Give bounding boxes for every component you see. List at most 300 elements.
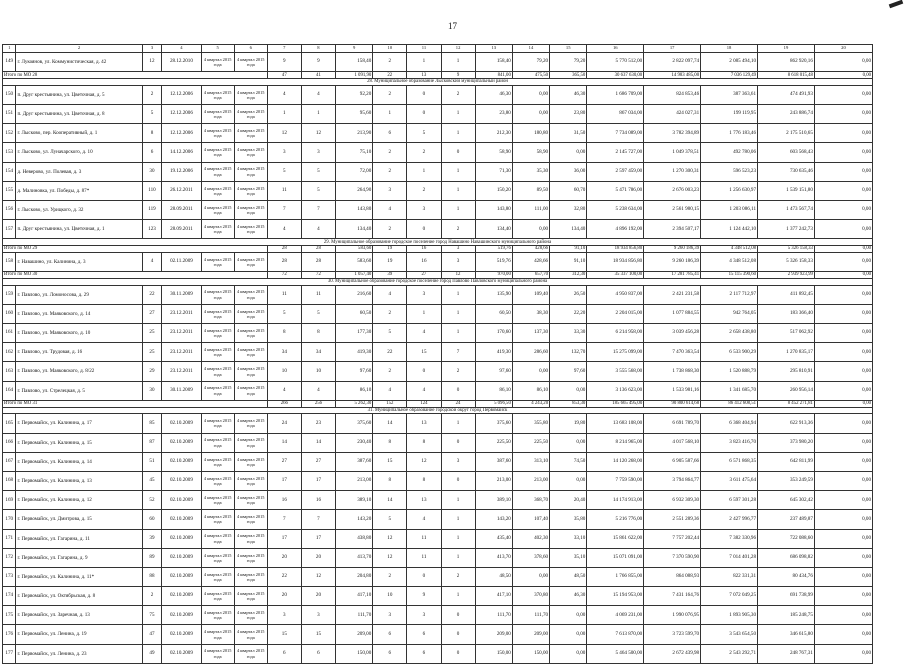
table-row [3,548,873,567]
planned-date: 4 квартал 2015 года [201,124,234,143]
cell-c10: 4 [373,285,407,304]
cell-c9: 216,60 [336,285,373,304]
cell-c17: 1 270 300,31 [644,162,701,181]
planned-date: 4 квартал 2015 года [201,143,234,162]
total-c12: 24 [441,400,475,407]
cell-c11: 0 [407,567,441,586]
cell-c11: 8 [407,471,441,490]
cell-c13: 375,60 [475,414,512,433]
cell-c11: 0 [407,104,441,123]
row-number: 166 [3,433,16,452]
cell-c7: 10 [267,362,301,381]
cell-c20: 0,00 [814,124,872,143]
total-label: Итого по МО 30 [3,272,268,279]
cell-c11: 13 [407,414,441,433]
planned-date: 4 квартал 2015 года [201,625,234,644]
planned-date: 4 квартал 2015 года [201,53,234,72]
cell-c9: 177,30 [336,324,373,343]
cell-c8: 12 [301,124,335,143]
cell-c9: 387,60 [336,452,373,471]
column-number: 19 [758,45,815,53]
cell-c12: 1 [441,510,475,529]
table-row [3,324,873,343]
cell-c13: 150,00 [475,644,512,663]
cell-c14: 111,00 [512,200,549,219]
planned-date: 4 квартал 2015 года [201,644,234,663]
cell-c7: 20 [267,548,301,567]
cell-c12: 2 [441,567,475,586]
cell-c12: 0 [441,143,475,162]
cell-c18: 3 611 475,64 [701,471,758,490]
total-c7: 28 [267,246,301,253]
row-number: 157 [3,220,16,239]
cell-c19: 686 098,82 [758,548,815,567]
cell-c19: 237 489,87 [758,510,815,529]
planned-demolition-date: 4 квартал 2015 года [234,433,267,452]
cell-c20: 0,00 [814,606,872,625]
column-number: 18 [701,45,758,53]
recognition-date: 02.10.2009 [162,529,201,548]
row-number: 160 [3,304,16,323]
recognition-date: 23.12.2011 [162,362,201,381]
cell-c13: 46,30 [475,85,512,104]
cell-c18: 492 780,06 [701,143,758,162]
cell-c11: 13 [407,491,441,510]
cell-c8: 17 [301,471,335,490]
total-c11: 27 [407,272,441,279]
cell-c18: 2 543 292,71 [701,644,758,663]
cell-c11: 4 [407,324,441,343]
cell-c19: 80 434,76 [758,567,815,586]
table-row [3,343,873,362]
cell-c9: 389,10 [336,491,373,510]
cell-c10: 3 [373,181,407,200]
cell-c8: 28 [301,252,335,271]
total-c17: 17 281 785,41 [644,272,701,279]
doc-number: 51 [142,452,162,471]
cell-c8: 3 [301,606,335,625]
cell-c7: 8 [267,324,301,343]
cell-c10: 12 [373,548,407,567]
recognition-date: 23.12.2011 [162,343,201,362]
doc-number: 30 [142,381,162,400]
recognition-date: 02.10.2009 [162,452,201,471]
table-row [3,587,873,606]
cell-c15: 74,50 [550,452,587,471]
cell-c11: 0 [407,362,441,381]
cell-c15: 0,00 [550,381,587,400]
total-c11: 13 [407,72,441,79]
planned-date: 4 квартал 2015 года [201,548,234,567]
cell-c8: 15 [301,625,335,644]
cell-c10: 22 [373,343,407,362]
cell-c20: 0,00 [814,104,872,123]
total-c13: 841,00 [475,72,512,79]
recognition-date: 12.12.2006 [162,85,201,104]
cell-c16: 6 214 958,00 [587,324,644,343]
row-number: 151 [3,104,16,123]
table-row [3,510,873,529]
total-c11: 16 [407,246,441,253]
planned-demolition-date: 4 квартал 2015 года [234,220,267,239]
doc-number: 110 [142,181,162,200]
cell-c16: 5 464 500,00 [587,644,644,663]
cell-c16: 1 766 855,00 [587,567,644,586]
cell-c20: 0,00 [814,433,872,452]
planned-demolition-date: 4 квартал 2015 года [234,85,267,104]
cell-c13: 212,30 [475,124,512,143]
row-number: 173 [3,567,16,586]
cell-c13: 134,40 [475,220,512,239]
total-c16: 185 665 495,00 [587,400,644,407]
recognition-date: 02.11.2009 [162,252,201,271]
house-address: г. Навашино, ул. Калинина, д. 3 [16,252,142,271]
cell-c16: 1 686 709,00 [587,85,644,104]
total-c13: 5 096,50 [475,400,512,407]
cell-c14: 355,80 [512,414,549,433]
row-number: 165 [3,414,16,433]
cell-c17: 7 757 202,44 [644,529,701,548]
cell-c8: 12 [301,567,335,586]
planned-date: 4 квартал 2015 года [201,491,234,510]
cell-c9: 95,60 [336,104,373,123]
total-c17: 9 260 186,39 [644,246,701,253]
cell-c17: 2 561 980,15 [644,200,701,219]
total-c19: 8 452 271,81 [758,400,815,407]
planned-date: 4 квартал 2015 года [201,162,234,181]
row-number: 150 [3,85,16,104]
row-number: 168 [3,471,16,490]
table-row [3,285,873,304]
cell-c12: 1 [441,587,475,606]
cell-c16: 7 759 590,00 [587,471,644,490]
cell-c12: 1 [441,548,475,567]
cell-c18: 1 341 685,70 [701,381,758,400]
cell-c9: 143,80 [336,200,373,219]
cell-c18: 7 014 401,28 [701,548,758,567]
cell-c7: 34 [267,343,301,362]
column-number: 7 [267,45,301,53]
planned-demolition-date: 4 квартал 2015 года [234,362,267,381]
cell-c11: 1 [407,162,441,181]
table-row [3,124,873,143]
cell-c15: 46,30 [550,587,587,606]
total-c19: 5 326 158,33 [758,246,815,253]
planned-demolition-date: 4 квартал 2015 года [234,181,267,200]
cell-c11: 16 [407,252,441,271]
doc-number: 22 [142,285,162,304]
cell-c11: 8 [407,433,441,452]
cell-c16: 5 770 512,00 [587,53,644,72]
table-row [3,304,873,323]
house-address: г. Павлово, ул. Трудовая, д. 16 [16,343,142,362]
cell-c9: 143,20 [336,510,373,529]
cell-c13: 213,00 [475,471,512,490]
cell-c12: 0 [441,625,475,644]
cell-c18: 6 571 868,35 [701,452,758,471]
cell-c16: 13 683 108,00 [587,414,644,433]
section-title: 31. Муниципальное образование городской округ город Первомайск [3,407,873,414]
cell-c7: 20 [267,587,301,606]
cell-c14: 225,50 [512,433,549,452]
table-body [3,45,873,664]
cell-c7: 3 [267,143,301,162]
column-number: 5 [201,45,234,53]
cell-c18: 199 119,95 [701,104,758,123]
total-c18: 4 348 512,08 [701,246,758,253]
cell-c17: 3 782 394,89 [644,124,701,143]
planned-date: 4 квартал 2015 года [201,529,234,548]
recognition-date: 23.12.2011 [162,324,201,343]
house-address: г. Первомайск, ул. Октябрьская, д. 8 [16,587,142,606]
cell-c15: 33,10 [550,529,587,548]
planned-demolition-date: 4 квартал 2015 года [234,606,267,625]
cell-c20: 0,00 [814,181,872,200]
table-row [3,625,873,644]
cell-c13: 48,50 [475,567,512,586]
cell-c10: 2 [373,53,407,72]
cell-c20: 0,00 [814,143,872,162]
cell-c12: 1 [441,53,475,72]
row-number: 155 [3,181,16,200]
recognition-date: 30.11.2009 [162,381,201,400]
recognition-date: 02.10.2009 [162,414,201,433]
doc-number: 27 [142,304,162,323]
doc-number: 85 [142,414,162,433]
table-row [3,381,873,400]
cell-c17: 2 822 097,74 [644,53,701,72]
house-address: г. Первомайск, ул. Калинина, д. 11* [16,567,142,586]
cell-c16: 15 861 622,00 [587,529,644,548]
table-row [3,567,873,586]
table-row [3,85,873,104]
cell-c10: 2 [373,567,407,586]
cell-c16: 5 238 634,00 [587,200,644,219]
cell-c11: 2 [407,181,441,200]
recognition-date: 02.10.2009 [162,433,201,452]
doc-number: 60 [142,510,162,529]
cell-c10: 5 [373,324,407,343]
cell-c19: 1 473 567,74 [758,200,815,219]
cell-c12: 1 [441,104,475,123]
cell-c14: 180,80 [512,124,549,143]
cell-c8: 4 [301,85,335,104]
total-c17: 90 800 614,68 [644,400,701,407]
cell-c13: 86,10 [475,381,512,400]
cell-c13: 417,10 [475,587,512,606]
cell-c11: 6 [407,625,441,644]
cell-c10: 4 [373,200,407,219]
doc-number: 6 [142,143,162,162]
planned-date: 4 квартал 2015 года [201,85,234,104]
cell-c18: 2 117 712,97 [701,285,758,304]
cell-c9: 438,80 [336,529,373,548]
cell-c17: 6 905 587,66 [644,452,701,471]
cell-c19: 645 302,42 [758,491,815,510]
cell-c8: 17 [301,529,335,548]
cell-c19: 346 615,80 [758,625,815,644]
planned-demolition-date: 4 квартал 2015 года [234,343,267,362]
planned-date: 4 квартал 2015 года [201,200,234,219]
house-address: г. Павлово, ул. Стрелецкая, д. 5 [16,381,142,400]
cell-c10: 5 [373,510,407,529]
cell-c11: 9 [407,587,441,606]
row-number: 154 [3,162,16,181]
row-number: 161 [3,324,16,343]
cell-c12: 1 [441,414,475,433]
cell-c20: 0,00 [814,529,872,548]
house-address: г. Первомайск, ул. Калинина, д. 15 [16,433,142,452]
cell-c8: 34 [301,343,335,362]
cell-c9: 158,40 [336,53,373,72]
planned-date: 4 квартал 2015 года [201,324,234,343]
cell-c10: 2 [373,220,407,239]
section-header-row [3,239,873,246]
cell-c16: 14 120 268,00 [587,452,644,471]
cell-c20: 0,00 [814,362,872,381]
cell-c13: 143,80 [475,200,512,219]
row-number: 156 [3,200,16,219]
cell-c13: 158,40 [475,53,512,72]
cell-c18: 942 764,05 [701,304,758,323]
cell-c20: 0,00 [814,452,872,471]
planned-demolition-date: 4 квартал 2015 года [234,414,267,433]
cell-c10: 2 [373,162,407,181]
cell-c14: 35,30 [512,162,549,181]
table-row [3,471,873,490]
cell-c11: 0 [407,220,441,239]
cell-c18: 6 368 404,94 [701,414,758,433]
cell-c17: 1 533 981,16 [644,381,701,400]
cell-c20: 0,00 [814,343,872,362]
cell-c17: 6 932 309,30 [644,491,701,510]
total-row [3,72,873,79]
cell-c20: 0,00 [814,381,872,400]
total-c15: 312,30 [550,272,587,279]
cell-c20: 0,00 [814,625,872,644]
column-number: 17 [644,45,701,53]
cell-c7: 17 [267,471,301,490]
house-address: г. Первомайск, ул. Ленина, д. 23 [16,644,142,663]
cell-c17: 424 027,31 [644,104,701,123]
column-number: 1 [3,45,16,53]
recognition-date: 14.12.2006 [162,143,201,162]
doc-number: 75 [142,606,162,625]
cell-c15: 36,00 [550,162,587,181]
cell-c18: 1 520 888,79 [701,362,758,381]
cell-c19: 5 326 158,33 [758,252,815,271]
planned-demolition-date: 4 квартал 2015 года [234,162,267,181]
cell-c17: 1 049 378,51 [644,143,701,162]
cell-c18: 3 543 654,50 [701,625,758,644]
page-number: 17 [448,21,457,31]
cell-c9: 111,70 [336,606,373,625]
house-address: г. Лукоянов, ул. Коммунистическая, д. 42 [16,53,142,72]
doc-number: 88 [142,567,162,586]
cell-c13: 389,10 [475,491,512,510]
cell-c8: 5 [301,181,335,200]
house-address: г. Первомайск, ул. Калинина, д. 17 [16,414,142,433]
cell-c16: 2 204 015,00 [587,304,644,323]
cell-c11: 2 [407,143,441,162]
table-row [3,200,873,219]
house-address: д. Малиновка, ул. Победы, д. 87* [16,181,142,200]
cell-c11: 5 [407,124,441,143]
cell-c12: 1 [441,124,475,143]
planned-demolition-date: 4 квартал 2015 года [234,587,267,606]
column-number: 6 [234,45,267,53]
cell-c15: 0,00 [550,644,587,663]
total-c20: 0,00 [814,246,872,253]
cell-c16: 867 034,00 [587,104,644,123]
column-number-row [3,45,873,53]
total-c8: 28 [301,246,335,253]
table-row [3,162,873,181]
cell-c13: 135,90 [475,285,512,304]
doc-number: 2 [142,587,162,606]
cell-c19: 1 270 835,17 [758,343,815,362]
column-number: 14 [512,45,549,53]
house-address: г. Первомайск, ул. Ленина, д. 19 [16,625,142,644]
cell-c9: 75,10 [336,143,373,162]
doc-number: 8 [142,124,162,143]
cell-c13: 209,00 [475,625,512,644]
cell-c8: 4 [301,381,335,400]
recognition-date: 12.12.2006 [162,124,201,143]
house-address: г. Первомайск, ул. Калинина, д. 14 [16,452,142,471]
cell-c9: 134,40 [336,220,373,239]
cell-c19: 411 892,45 [758,285,815,304]
recognition-date: 28.09.2011 [162,220,201,239]
section-header-row [3,78,873,85]
house-address: г. Лысково, пер. Кооперативный, д. 1 [16,124,142,143]
cell-c14: 150,00 [512,644,549,663]
cell-c16: 7 734 089,00 [587,124,644,143]
cell-c19: 691 738,99 [758,587,815,606]
cell-c17: 1 738 868,30 [644,362,701,381]
table-row [3,529,873,548]
cell-c9: 60,50 [336,304,373,323]
cell-c15: 97,60 [550,362,587,381]
cell-c12: 3 [441,252,475,271]
cell-c18: 1 893 905,30 [701,606,758,625]
planned-demolition-date: 4 квартал 2015 года [234,304,267,323]
total-c9: 583,60 [336,246,373,253]
table-row [3,181,873,200]
recognition-date: 02.10.2009 [162,548,201,567]
row-number: 159 [3,285,16,304]
cell-c16: 3 555 568,00 [587,362,644,381]
cell-c20: 0,00 [814,220,872,239]
section-title: 28. Муниципальное образование Лысковский муниципальный район [3,78,873,85]
cell-c18: 596 523,23 [701,162,758,181]
total-c7: 47 [267,72,301,79]
doc-number: 47 [142,625,162,644]
cell-c14: 79,20 [512,53,549,72]
total-c8: 41 [301,72,335,79]
table-row [3,644,873,663]
recognition-date: 28.09.2011 [162,200,201,219]
cell-c7: 17 [267,529,301,548]
planned-demolition-date: 4 квартал 2015 года [234,510,267,529]
cell-c19: 603 568,43 [758,143,815,162]
cell-c18: 3 823 416,70 [701,433,758,452]
cell-c18: 2 427 996,77 [701,510,758,529]
total-c9: 1 091,90 [336,72,373,79]
planned-demolition-date: 4 квартал 2015 года [234,324,267,343]
house-address: г. Первомайск, ул. Заречная, д. 13 [16,606,142,625]
cell-c18: 1 203 086,11 [701,200,758,219]
